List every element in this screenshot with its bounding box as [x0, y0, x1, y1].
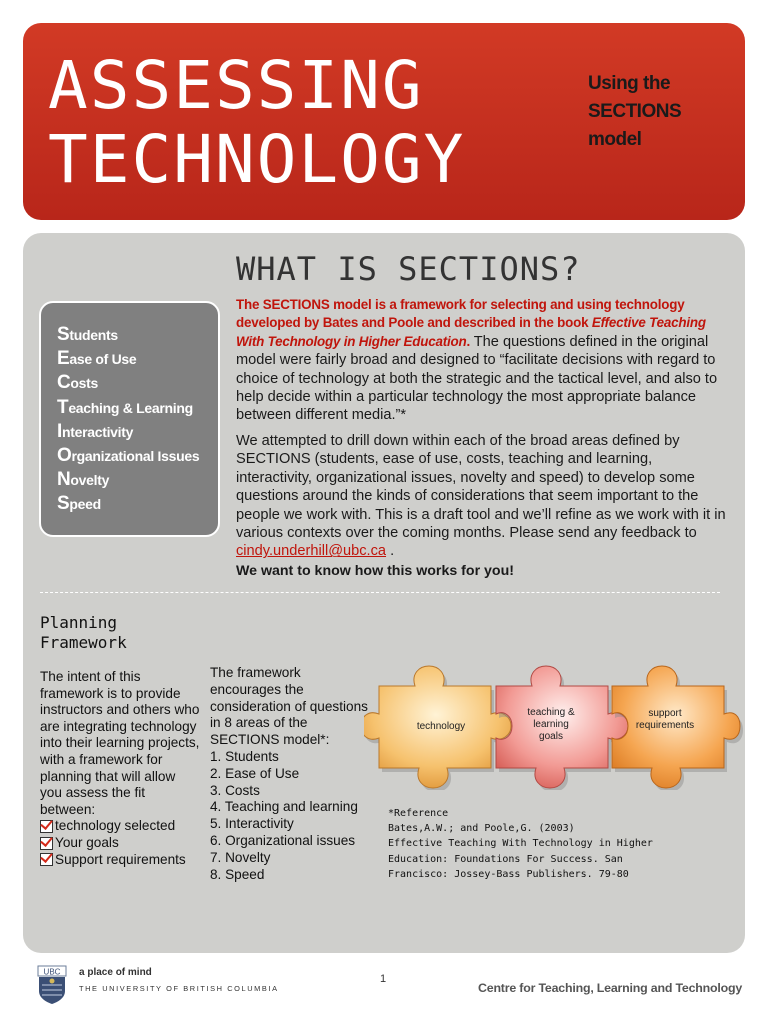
planning-framework-title: Planning Framework [40, 613, 127, 652]
svg-text:UBC: UBC [43, 967, 61, 977]
checklist-item: technology selected [40, 818, 200, 835]
section-divider [40, 592, 720, 593]
checklist-item: Your goals [40, 835, 200, 852]
checklist-item: Support requirements [40, 852, 200, 869]
puzzle-label-goals: goals [539, 731, 563, 742]
intro-highlight: The SECTIONS model is a framework for selecting and using technology developed by Bates and Poole and described in the book Effective Teaching With Technology in Higher Education. [236, 297, 706, 349]
area-item: 3. Costs [210, 782, 260, 798]
puzzle-label-support: support [648, 708, 682, 719]
checkbox-checked-icon [40, 853, 53, 866]
sections-item: Students [57, 324, 118, 345]
area-item: 8. Speed [210, 866, 265, 882]
checkbox-checked-icon [40, 820, 53, 833]
page-number: 1 [380, 973, 387, 985]
area-item: 4. Teaching and learning [210, 799, 358, 815]
ubc-crest-icon [37, 965, 67, 1005]
area-item: 5. Interactivity [210, 816, 294, 832]
intent-text: The intent of this framework is to provide instructors and others who are integrating technology into their learning projects, with a framework for planning that will allow you assess the fit between: [40, 669, 200, 817]
framework-intro: The framework encourages the consideration of questions in 8 areas of the SECTIONS model*: [210, 665, 368, 748]
intro-paragraph: The SECTIONS model is a framework for selecting and using technology developed by Bates and Poole and described in the book Effective Teaching With Technology in Higher Education. The questions defined in the original model were fairly broad and designed to “facilitate decisions with regard to choice of technology at both the strategic and the tactical level, and also to help decide within a particular technology the most appropriate balance between different media.”* [236, 297, 718, 424]
header-banner [23, 23, 745, 220]
title-line-2: TECHNOLOGY [48, 121, 466, 198]
centre-name: Centre for Teaching, Learning and Technology [478, 981, 743, 995]
sections-item: Speed [57, 493, 101, 515]
puzzle-label-teaching: teaching & [527, 707, 575, 718]
puzzle-label-technology: technology [416, 721, 466, 732]
section-title-what-is-sections: WHAT IS SECTIONS? [236, 250, 581, 288]
book-title: Effective Teaching With Technology in Higher Education [236, 315, 706, 349]
puzzle-label-requirements: requirements [635, 720, 695, 731]
checkbox-checked-icon [40, 837, 53, 850]
framework-column [210, 665, 370, 883]
sections-item: Ease of Use [57, 348, 137, 370]
document-subtitle: Using the SECTIONS model [588, 73, 682, 150]
ubc-tagline: a place of mind [79, 967, 152, 978]
sections-acronym-box [39, 301, 220, 537]
sections-item: Interactivity [57, 420, 134, 442]
puzzle-label-learning: learning [533, 719, 569, 730]
area-item: 2. Ease of Use [210, 765, 300, 781]
university-name: THE UNIVERSITY OF BRITISH COLUMBIA [79, 984, 279, 993]
reference-note: *Reference Bates,A.W.; and Poole,G. (2003) Effective Teaching With Technology in Higher Education: Foundations For Success. San Francisco: Jossey-Bass Publishers. 79-80 [388, 808, 653, 880]
sections-item: Teaching & Learning [57, 396, 193, 418]
sections-item: Novelty [57, 469, 110, 491]
document-title [48, 49, 465, 197]
feedback-email-link[interactable]: cindy.underhill@ubc.ca [236, 543, 387, 560]
fit-checklist [40, 818, 200, 868]
title-line-1: ASSESSING [48, 47, 424, 124]
sections-item: Organizational Issues [57, 445, 200, 467]
area-item: 1. Students [210, 748, 279, 764]
area-item: 7. Novelty [210, 849, 271, 865]
intent-column [40, 669, 200, 868]
area-item: 6. Organizational issues [210, 832, 356, 848]
puzzle-diagram [364, 660, 744, 790]
feedback-paragraph: We attempted to drill down within each of the broad areas defined by SECTIONS (students, ease of use, costs, teaching and learning, interactivity, organizational issues, novelty and speed) to develop some questions around the kinds of considerations that seem important to the people we work with. This is a draft tool and we’ll refine as we work with it in various contexts over the coming months. Please send any feedback to cindy.underhill@ubc.ca . We want to know how this works for you! [236, 432, 731, 580]
sections-item: Costs [57, 372, 99, 394]
call-to-action: We want to know how this works for you! [236, 562, 514, 579]
